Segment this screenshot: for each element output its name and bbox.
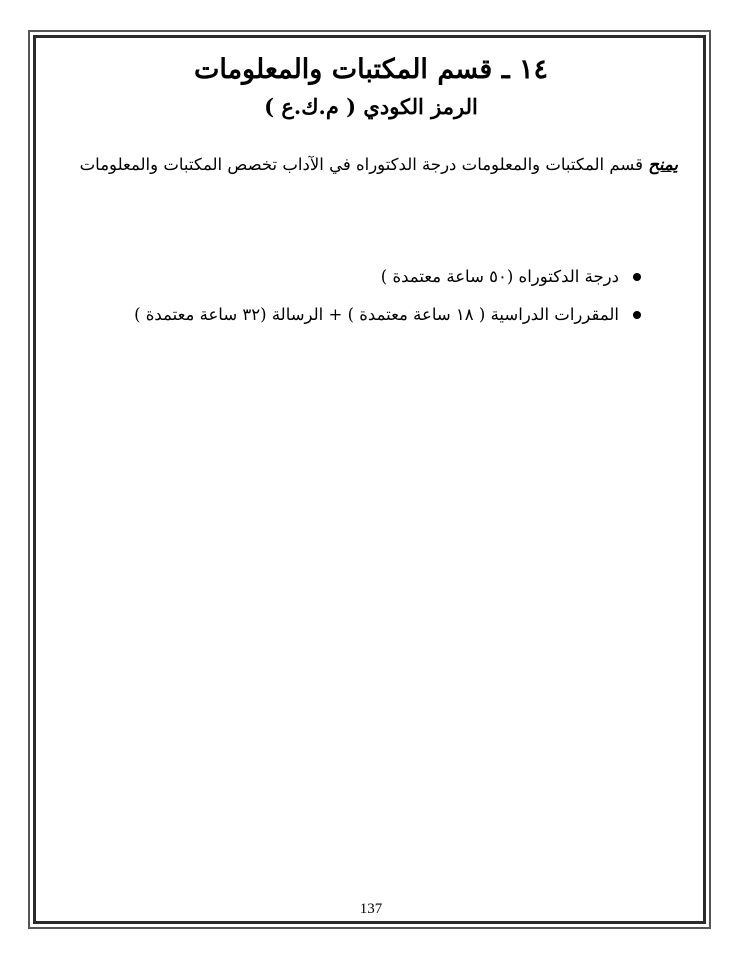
list-item [64, 296, 641, 334]
bullet-icon [633, 273, 641, 281]
list-item-text: درجة الدكتوراه (٥٠ ساعة معتمدة ) [380, 267, 619, 286]
intro-text: قسم المكتبات والمعلومات درجة الدكتوراه في الآداب تخصص المكتبات والمعلومات [79, 155, 649, 174]
bullet-icon [633, 311, 641, 319]
code-subtitle: الرمز الكودي ( م.ك.ع ) [264, 94, 478, 119]
list-item [64, 258, 641, 296]
intro-lead-word: يمنح [648, 155, 678, 174]
section-title: ١٤ ـ قسم المكتبات والمعلومات [193, 54, 549, 85]
list-item-text: المقررات الدراسية ( ١٨ ساعة معتمدة ) + الرسالة (٣٢ ساعة معتمدة ) [134, 305, 619, 324]
page-number: 137 [359, 901, 383, 917]
requirements-list [64, 258, 641, 334]
intro-paragraph [64, 146, 678, 183]
